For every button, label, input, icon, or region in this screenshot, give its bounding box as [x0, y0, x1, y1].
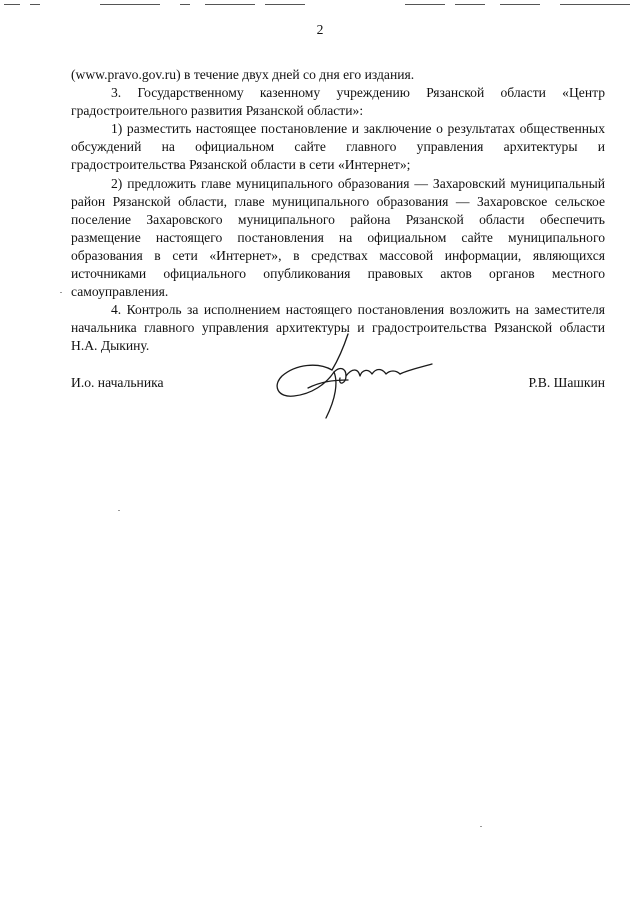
scan-speck	[118, 510, 120, 511]
scan-edge-marks	[0, 0, 640, 8]
paragraph-subitem-1: 1) разместить настоящее постановление и заключение о результатах общественных обсуждений на официальном сайте главного управления архитектуры и градостроительства Рязанской области в сети «Интернет»;	[71, 121, 605, 173]
paragraph-item-4: 4. Контроль за исполнением настоящего постановления возложить на заместителя начальника главного управления архитектуры и градостроительства Рязанской области Н.А. Дыкину.	[71, 302, 605, 354]
document-body	[71, 66, 605, 356]
signatory-title: И.о. начальника	[71, 375, 164, 390]
scan-speck	[60, 292, 62, 293]
paragraph-continued: (www.pravo.gov.ru) в течение двух дней со дня его издания.	[71, 67, 415, 82]
paragraph-subitem-2: 2) предложить главе муниципального образования — Захаровский муниципальный район Рязанской области, главе муниципального образования — Захаровское сельское поселение Захаровского муниципального района Рязанской области обеспечить размещение настоящего постановления на официальном сайте муниципального образования в сети «Интернет», в средствах массовой информации, являющихся источниками официального опубликования правовых актов органов местного самоуправления.	[71, 175, 605, 300]
paragraph-item-3: 3. Государственному казенному учреждению Рязанской области «Центр градостроительного развития Рязанской области»:	[71, 85, 605, 119]
scan-speck	[480, 826, 482, 827]
signatory-name: Р.В. Шашкин	[528, 375, 605, 390]
page-number: 2	[316, 22, 324, 37]
handwritten-signature	[268, 326, 438, 426]
